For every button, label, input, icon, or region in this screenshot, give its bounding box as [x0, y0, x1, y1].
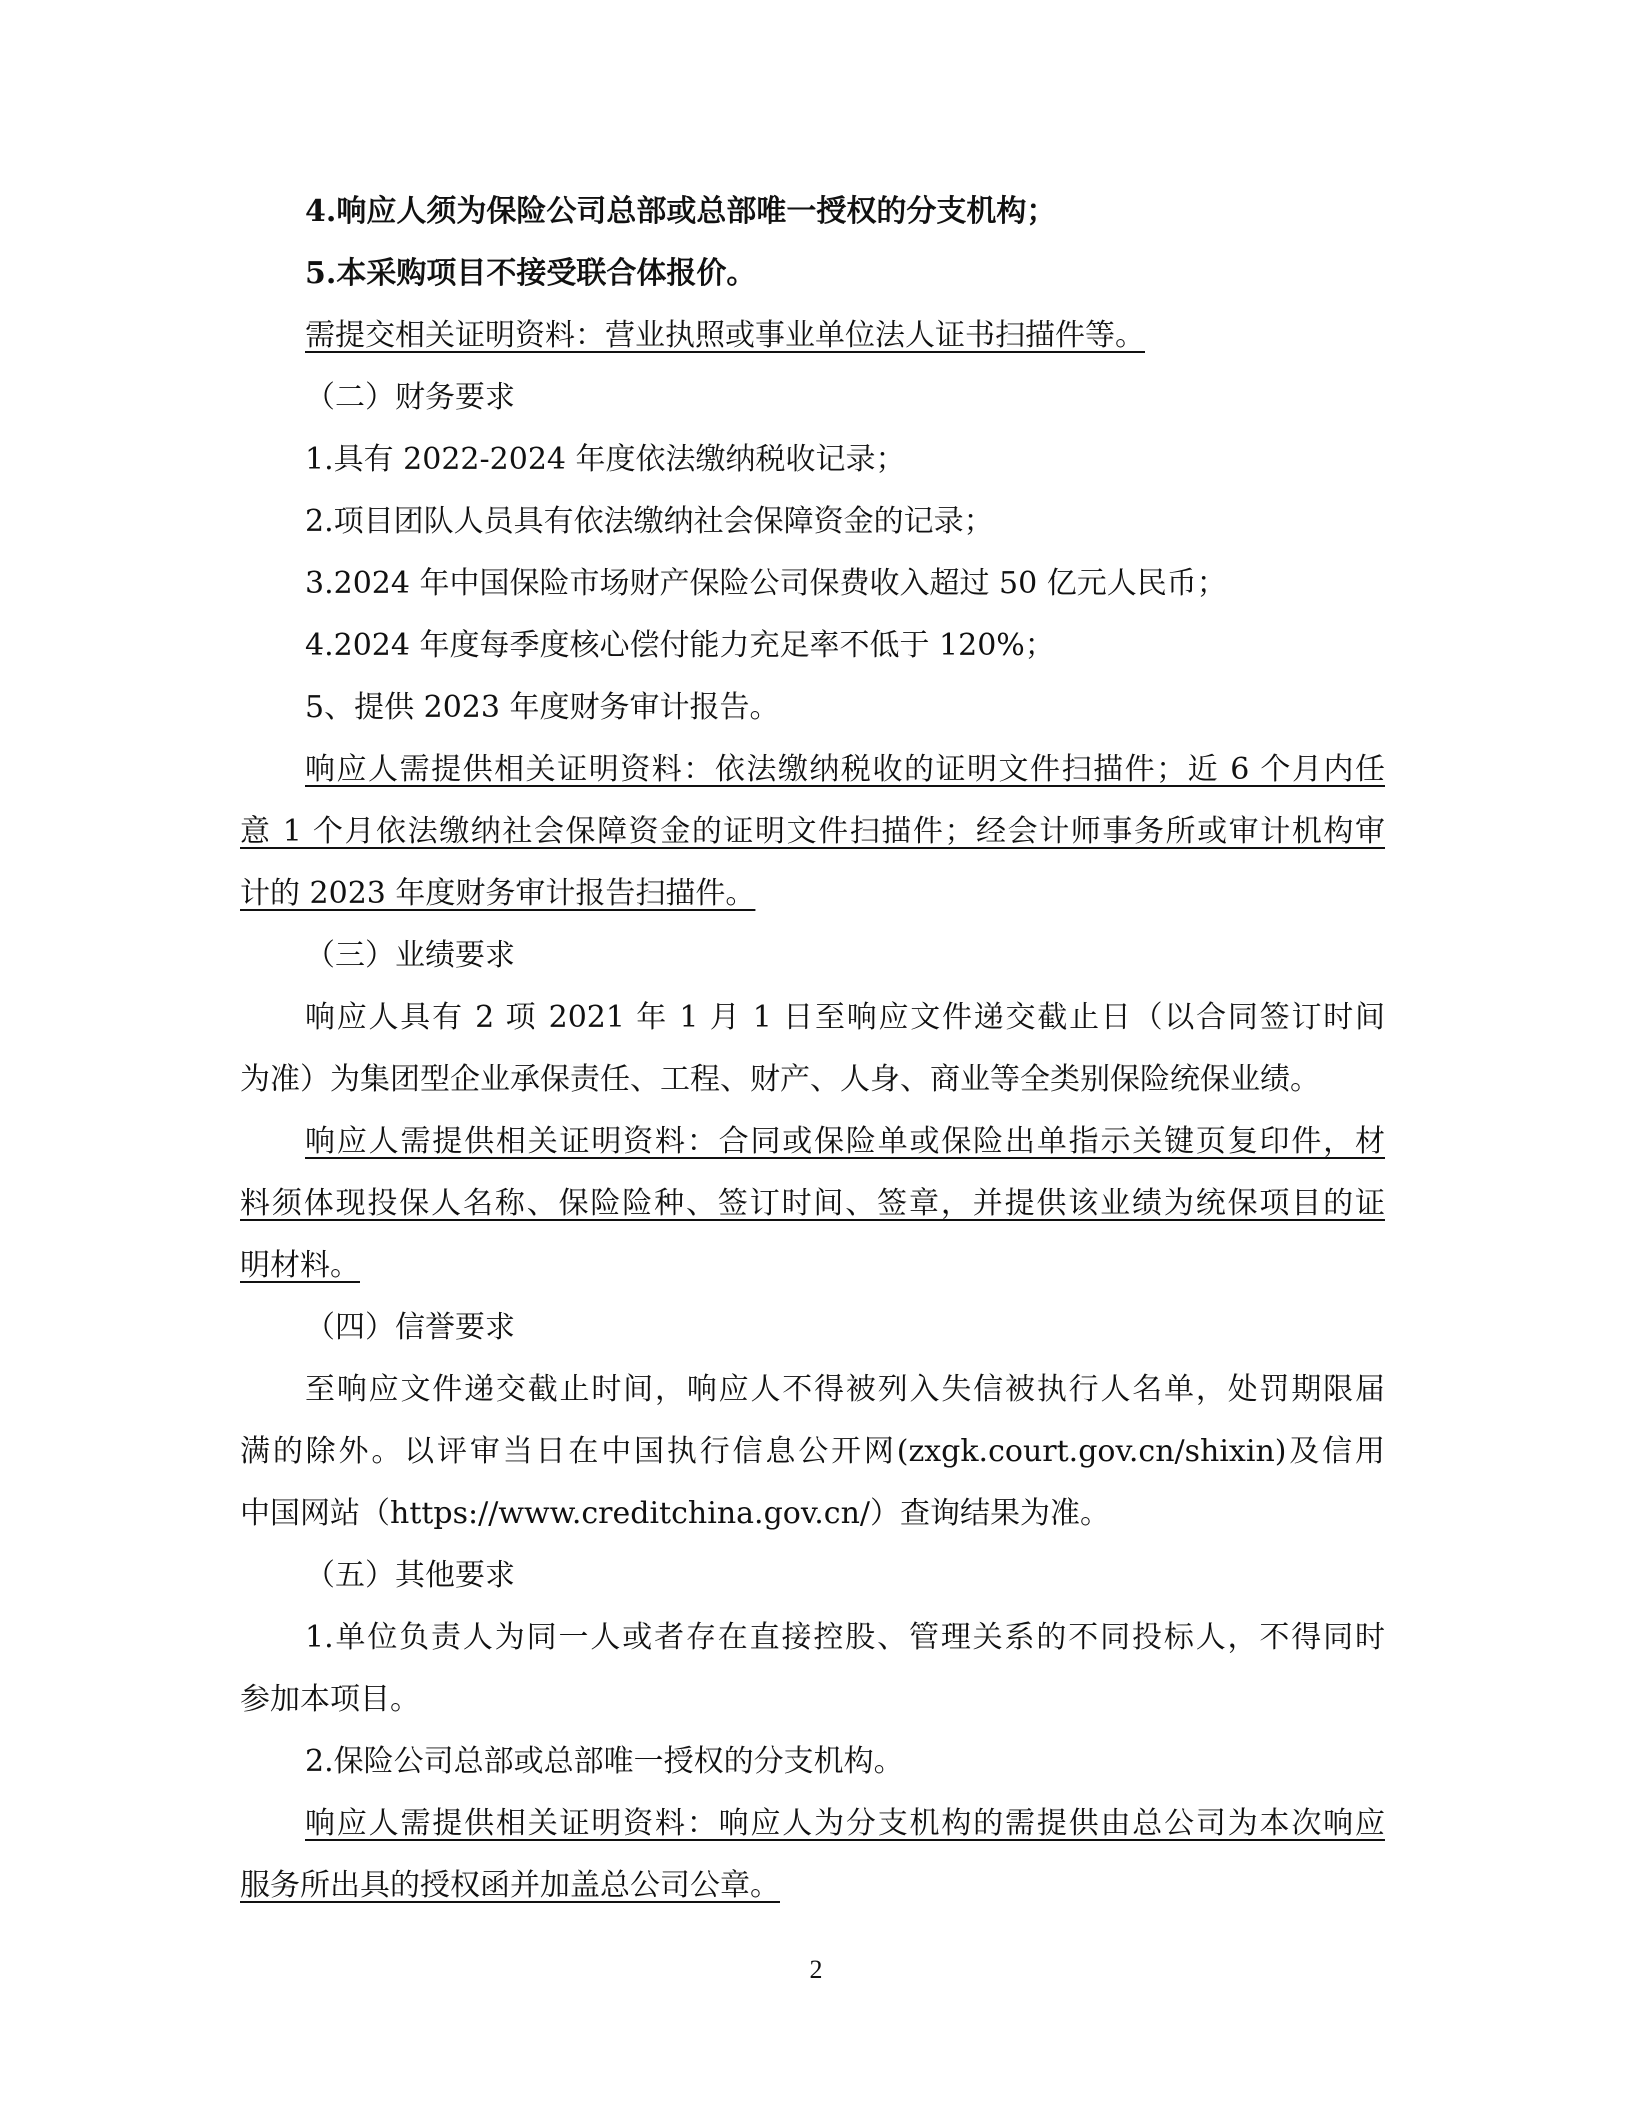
other-item-2: 2.保险公司总部或总部唯一授权的分支机构。 — [305, 1744, 904, 1779]
page-number: 2 — [809, 1955, 823, 1984]
finance-item: 2.项目团队人员具有依法缴纳社会保障资金的记录； — [305, 504, 994, 539]
finance-proof-line: 意 1 个月依法缴纳社会保障资金的证明文件扫描件；经会计师事务所或审计机构审 — [240, 814, 1385, 849]
other-item-1-line: 参加本项目。 — [240, 1682, 420, 1717]
credit-body-line: 至响应文件递交截止时间，响应人不得被列入失信被执行人名单，处罚期限届 — [305, 1372, 1385, 1407]
other-proof-line: 响应人需提供相关证明资料：响应人为分支机构的需提供由总公司为本次响应 — [305, 1806, 1385, 1841]
finance-item: 3.2024 年中国保险市场财产保险公司保费收入超过 50 亿元人民币； — [305, 566, 1227, 601]
other-item-1-line: 1.单位负责人为同一人或者存在直接控股、管理关系的不同投标人，不得同时 — [305, 1620, 1385, 1655]
performance-heading: （三）业绩要求 — [305, 938, 515, 973]
performance-proof-line: 料须体现投保人名称、保险险种、签订时间、签章，并提供该业绩为统保项目的证 — [240, 1186, 1385, 1221]
qualification-proof: 需提交相关证明资料：营业执照或事业单位法人证书扫描件等。 — [305, 318, 1145, 353]
other-proof-line: 服务所出具的授权函并加盖总公司公章。 — [240, 1868, 780, 1903]
finance-heading: （二）财务要求 — [305, 380, 515, 415]
qualification-item-4: 4.响应人须为保险公司总部或总部唯一授权的分支机构； — [305, 194, 1057, 229]
performance-proof-line: 明材料。 — [240, 1248, 360, 1283]
credit-body-line: 中国网站（https://www.creditchina.gov.cn/）查询结果为准。 — [240, 1496, 1110, 1531]
finance-item: 5、提供 2023 年度财务审计报告。 — [305, 690, 780, 725]
finance-item: 1.具有 2022-2024 年度依法缴纳税收记录； — [305, 442, 906, 477]
credit-heading: （四）信誉要求 — [305, 1310, 515, 1345]
performance-body-line: 响应人具有 2 项 2021 年 1 月 1 日至响应文件递交截止日（以合同签订时间 — [305, 1000, 1385, 1035]
performance-proof-line: 响应人需提供相关证明资料：合同或保险单或保险出单指示关键页复印件，材 — [305, 1124, 1385, 1159]
finance-proof-line: 计的 2023 年度财务审计报告扫描件。 — [240, 876, 756, 911]
performance-body-line: 为准）为集团型企业承保责任、工程、财产、人身、商业等全类别保险统保业绩。 — [240, 1062, 1320, 1097]
credit-body-line: 满的除外。以评审当日在中国执行信息公开网(zxgk.court.gov.cn/shixin)及信用 — [240, 1434, 1385, 1469]
finance-item: 4.2024 年度每季度核心偿付能力充足率不低于 120%； — [305, 628, 1055, 663]
qualification-item-5: 5.本采购项目不接受联合体报价。 — [305, 256, 757, 291]
finance-proof-line: 响应人需提供相关证明资料：依法缴纳税收的证明文件扫描件；近 6 个月内任 — [305, 752, 1385, 787]
other-heading: （五）其他要求 — [305, 1558, 515, 1593]
